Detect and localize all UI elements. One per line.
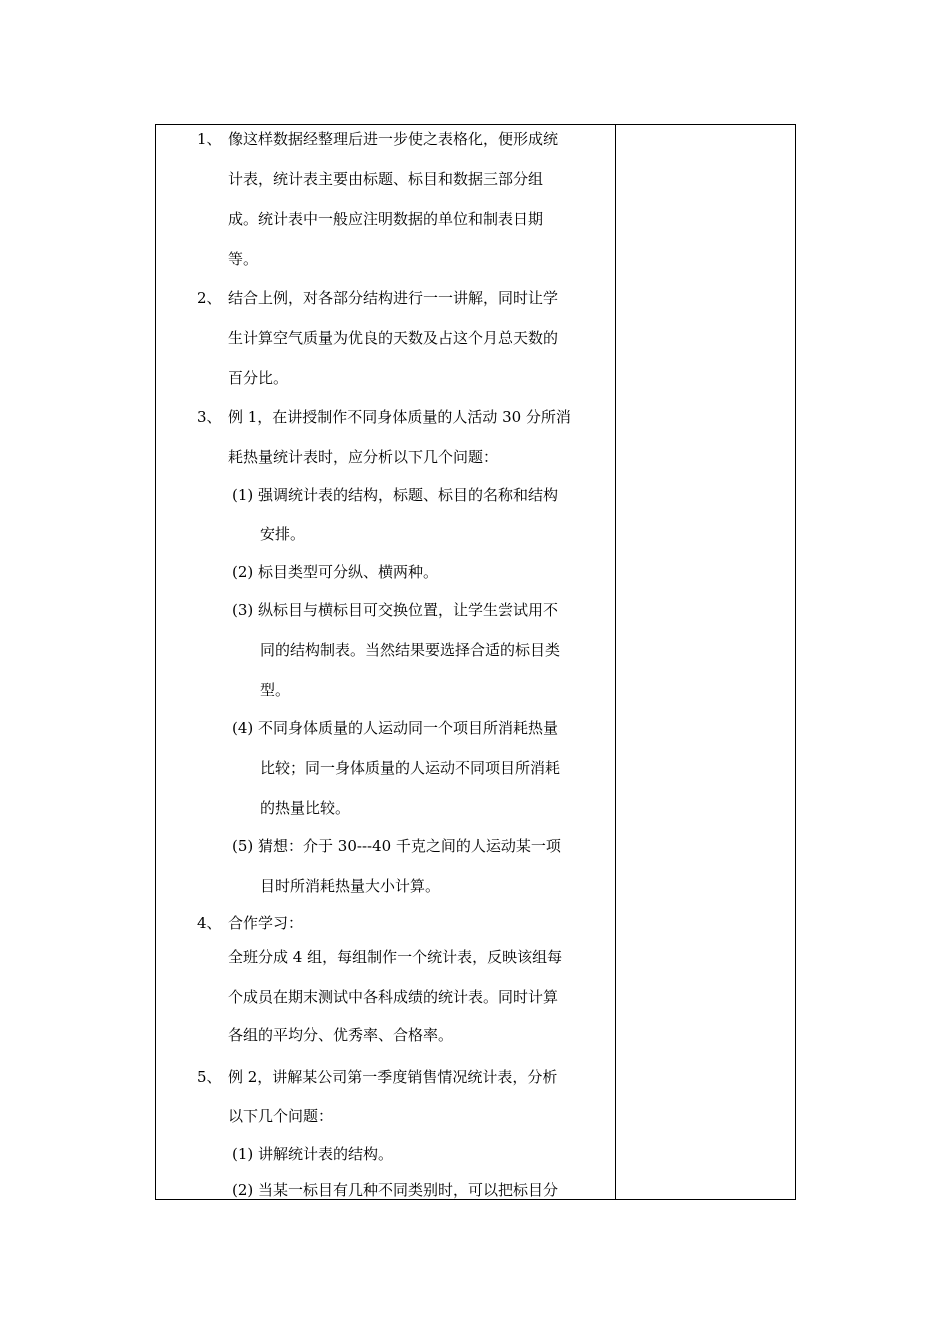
text-line: 例 1，在讲授制作不同身体质量的人活动 30 分所消 [228, 408, 571, 426]
text-line: 安排。 [260, 525, 306, 543]
item-number: 5、 [197, 1068, 222, 1086]
text-line: 例 2，讲解某公司第一季度销售情况统计表，分析 [228, 1068, 558, 1086]
item-number: 3、 [197, 408, 222, 426]
text-line: (3) 纵标目与横标目可交换位置，让学生尝试用不 [232, 601, 559, 619]
lesson-table [155, 124, 796, 1200]
text-line: 计表，统计表主要由标题、标目和数据三部分组 [228, 170, 544, 188]
text-line: 个成员在期末测试中各科成绩的统计表。同时计算 [228, 988, 559, 1006]
text-line: (4) 不同身体质量的人运动同一个项目所消耗热量 [232, 719, 559, 737]
notes-cell [616, 125, 795, 1199]
text-line: 同的结构制表。当然结果要选择合适的标目类 [260, 641, 561, 659]
text-line: (5) 猜想：介于 30---40 千克之间的人运动某一项 [232, 837, 561, 855]
lesson-content-cell [156, 125, 615, 1199]
item-number: 1、 [197, 130, 222, 148]
text-line: 百分比。 [228, 369, 289, 387]
text-line: 各组的平均分、优秀率、合格率。 [228, 1026, 454, 1044]
text-line: 目时所消耗热量大小计算。 [260, 877, 441, 895]
text-line: 型。 [260, 681, 291, 699]
item-number: 2、 [197, 289, 222, 307]
text-line: 等。 [228, 250, 259, 268]
text-line: 合作学习： [228, 914, 304, 932]
text-line: 的热量比较。 [260, 799, 351, 817]
text-line: (2) 当某一标目有几种不同类别时，可以把标目分 [232, 1181, 559, 1199]
text-line: 像这样数据经整理后进一步使之表格化，便形成统 [228, 130, 559, 148]
text-line: 比较；同一身体质量的人运动不同项目所消耗 [260, 759, 561, 777]
text-line: 全班分成 4 组，每组制作一个统计表，反映该组每 [228, 948, 563, 966]
text-line: 成。统计表中一般应注明数据的单位和制表日期 [228, 210, 544, 228]
text-line: 生计算空气质量为优良的天数及占这个月总天数的 [228, 329, 559, 347]
item-number: 4、 [197, 914, 222, 932]
text-line: (2) 标目类型可分纵、横两种。 [232, 563, 439, 581]
text-line: (1) 讲解统计表的结构。 [232, 1145, 394, 1163]
text-line: 结合上例，对各部分结构进行一一讲解，同时让学 [228, 289, 559, 307]
text-line: (1) 强调统计表的结构，标题、标目的名称和结构 [232, 486, 559, 504]
text-line: 耗热量统计表时，应分析以下几个问题： [228, 448, 499, 466]
text-line: 以下几个问题： [228, 1107, 334, 1125]
